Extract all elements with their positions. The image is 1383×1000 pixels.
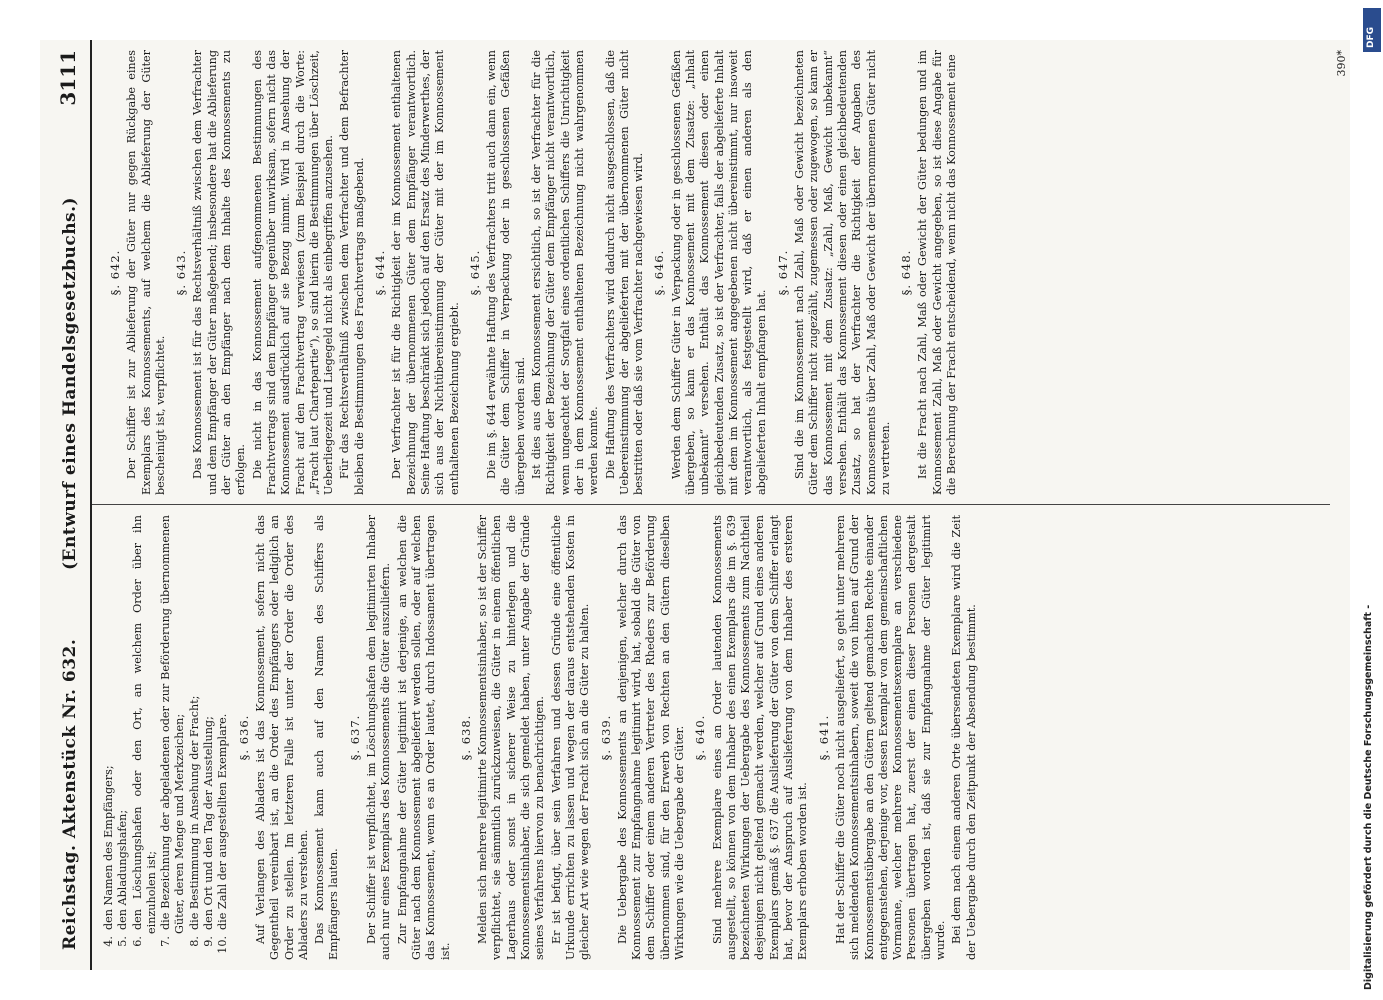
page-header [50, 40, 92, 970]
section-heading: §. 646. [652, 249, 667, 296]
section-heading: §. 644. [373, 249, 388, 296]
paragraph: Die nicht in das Konnossement aufgenommenen Bestimmungen des Frachtvertrags sind dem Empfänger gegenüber unwirksam, sofern nicht das Konnossement ausdrücklich auf sie Bezug nimmt. Wird in Ansehung der Fracht auf den Frachtvertrag verwiesen (zum Beispiel durch die Worte: „Fracht laut Chartepartie“), so sind hierin die Bestimmungen über Löschzeit, Ueberliegezeit und Liegegeld nicht als einbegriffen anzusehen. [250, 50, 336, 495]
list-item: 5.den Abladungshafen; [116, 809, 130, 947]
paragraph: Zur Empfangnahme der Güter legitimirt ist derjenige, an welchen die Güter nach dem Konnossement abgeliefert werden sollen, oder auf welchen das Konnossement, wenn es an Order lautet, durch Indossament übertragen ist. [395, 515, 452, 960]
section-heading: §. 642. [108, 249, 122, 296]
section-heading: §. 647. [775, 249, 790, 296]
page-number: 3111 [56, 50, 80, 106]
funding-note-text: Digitalisierung gefördert durch die Deutsche Forschungsgemeinschaft - [1363, 604, 1374, 990]
paragraph: Der Schiffer ist zur Ablieferung der Güter nur gegen Rückgabe eines Exemplars des Konnossements, auf welchem die Ablieferung der Güter bescheinigt ist, verpflichtet. [125, 50, 167, 495]
rotated-page [40, 40, 1350, 970]
paragraph: Ist die Fracht nach Zahl, Maß oder Gewicht der Güter bedungen und im Konnossement Zahl, Maß oder Gewicht angegeben, so ist diese Angabe für die Berechnung der Fracht entscheidend, wenn nicht das Konnossement eine [916, 50, 959, 495]
sheet-signature: 390* [1335, 50, 1348, 77]
left-column [102, 515, 1330, 960]
paragraph: Das Konnossement kann auch auf den Namen des Schiffers als Empfängers lauten. [313, 515, 341, 960]
paragraph: Sind die im Konnossement nach Zahl, Maß oder Gewicht bezeichneten Güter dem Schiffer nicht zugezählt, zugemessen oder zugewogen, so kann er das Konnossement mit dem Zusatz: „Zahl, Maß, Gewicht unbekannt“ versehen. Enthält das Konnossement diesen oder einen gleichbedeutenden Zusatz, so hat der Verfrachter die Richtigkeit der Angaben des Konnossements über Zahl, Maß oder Gewicht der übernommenen Güter nicht zu vertreten. [793, 50, 892, 495]
section-heading: §. 645. [467, 249, 482, 296]
paragraph: Auf Verlangen des Abladers ist das Konnossement, sofern nicht das Gegentheil vereinbart ist, an die Order des Empfängers oder lediglich an Order zu stellen. Im letzteren Falle ist unter der Order die Order des Abladers zu verstehen. [253, 515, 310, 960]
section-heading: §. 638. [458, 714, 473, 761]
paragraph: Werden dem Schiffer Güter in Verpackung oder in geschlossenen Gefäßen übergeben, so kann er das Konnossement mit dem Zusatze: „Inhalt unbekannt“ versehen. Enthält das Konnossement diesen oder einen gleichbedeutenden Zusatz, so ist der Verfrachter, falls der abgelieferte Inhalt mit dem im Konnossement angegebenen nicht übereinstimmt, nur insoweit verantwortlich, als festgestellt wird, daß er einen anderen als den abgelieferten Inhalt empfangen hat. [669, 50, 769, 495]
section-heading: §. 640. [693, 714, 708, 761]
section-heading: §. 641. [816, 714, 831, 761]
list-item: 8.die Bestimmung in Ansehung der Fracht; [187, 695, 201, 947]
paragraph: Hat der Schiffer die Güter noch nicht ausgeliefert, so geht unter mehreren sich meldenden Konnossementsinhabern, soweit die von ihnen auf Grund der Konnossementsübergabe an den Gütern geltend gemachten Rechte einander entgegenstehen, derjenige vor, dessen Exemplar von dem gemeinschaftlichen Vormanne, welcher mehrere Konnossementsexemplare an verschiedene Personen übertragen hat, zuerst der einen dieser Personen dergestalt übergeben worden ist, daß sie zur Empfangnahme der Güter legitimirt wurde. [833, 515, 948, 960]
dfg-logo-text: DFG [1366, 26, 1376, 48]
paragraph: Melden sich mehrere legitimirte Konnossementsinhaber, so ist der Schiffer verpflichtet, sie sämmtlich zurückzuweisen, die Güter in einem öffentlichen Lagerhaus oder sonst in sicherer Weise zu hinterlegen und die Konnossementsinhaber, die sich gemeldet haben, unter Angabe der Gründe seines Verfahrens hiervon zu benachrichtigen. [476, 515, 547, 960]
column-divider [92, 504, 1330, 505]
paragraph: Der Schiffer ist verpflichtet, im Löschungshafen dem legitimirten Inhaber auch nur eines Exemplars des Konnossements die Güter auszuliefern. [365, 515, 393, 960]
list-item: 9.den Ort und den Tag der Ausstellung; [202, 716, 216, 947]
paragraph: Für das Rechtsverhältniß zwischen dem Verfrachter und dem Befrachter bleiben die Bestimmungen des Frachtvertrags maßgebend. [338, 50, 366, 495]
header-title: (Entwurf eines Handelsgesetzbuchs.) [60, 196, 80, 570]
list-item: 4.den Namen des Empfängers; [102, 765, 115, 947]
dfg-logo [1363, 8, 1381, 52]
paragraph: Ist dies aus dem Konnossement ersichtlich, so ist der Verfrachter für die Richtigkeit der Bezeichnung der Güter dem Empfänger nicht verantwortlich, wenn ungeachtet der Sorgfalt eines ordentlichen Schiffers die Unrichtigkeit der in dem Konnossement enthaltenen Bezeichnung nicht wahrgenommen werden konnte. [530, 50, 601, 495]
section-heading: §. 639. [598, 714, 613, 761]
paragraph: Die im §. 644 erwähnte Haftung des Verfrachters tritt auch dann ein, wenn die Güter dem Schiffer in Verpackung oder in geschlossenen Gefäßen übergeben worden sind. [485, 50, 527, 495]
paragraph: Der Verfrachter ist für die Richtigkeit der im Konnossement enthaltenen Bezeichnung der übernommenen Güter dem Empfänger verantwortlich. Seine Haftung beschränkt sich jedoch auf den Ersatz des Minderwerthes, der sich aus der Nichtübereinstimmung der Güter mit der im Konnossement enthaltenen Bezeichnung ergiebt. [390, 50, 461, 495]
paragraph: Bei dem nach einem anderen Orte übersendeten Exemplare wird die Zeit der Uebergabe durch den Zeitpunkt der Absendung bestimmt. [950, 515, 978, 960]
paragraph: Das Konnossement ist für das Rechtsverhältniß zwischen dem Verfrachter und dem Empfänger der Güter maßgebend; insbesondere hat die Ablieferung der Güter an den Empfänger nach dem Inhalte des Konnossements zu erfolgen. [191, 50, 248, 495]
list-item: 7.die Bezeichnung der abgeladenen oder zur Beförderung übernommenen Güter, deren Menge und Merkzeichen; [159, 515, 187, 947]
paragraph: Er ist befugt, über sein Verfahren und dessen Gründe eine öffentliche Urkunde errichten zu lassen und wegen der daraus entstehenden Kosten in gleicher Art wie wegen der Fracht sich an die Güter zu halten. [549, 515, 592, 960]
list-item: 10.die Zahl der ausgestellten Exemplare. [216, 713, 230, 954]
scanned-page [40, 40, 1350, 970]
section-heading: §. 643. [174, 249, 189, 296]
konnossement-list [102, 515, 231, 960]
section-heading: §. 637. [347, 714, 362, 761]
header-left: Reichstag. Aktenstück Nr. 632. [60, 638, 80, 950]
section-heading: §. 636. [236, 714, 251, 761]
right-column [102, 50, 1330, 495]
paragraph: Die Haftung des Verfrachters wird dadurch nicht ausgeschlossen, daß die Uebereinstimmung der abgelieferten mit der übernommenen Güter nicht bestritten oder daß sie vom Verfrachter nachgewiesen wird. [603, 50, 646, 495]
section-heading: §. 648. [899, 249, 914, 296]
paragraph: Sind mehrere Exemplare eines an Order lautenden Konnossements ausgestellt, so können von dem Inhaber des einen Exemplars die im §. 639 bezeichneten Wirkungen der Uebergabe des Konnossements zum Nachtheil desjenigen nicht geltend gemacht werden, welcher auf Grund eines anderen Exemplars gemäß §. 637 die Auslieferung der Güter von dem Schiffer erlangt hat, bevor der Anspruch auf Auslieferung von dem Inhaber des ersteren Exemplars erhoben worden ist. [710, 515, 810, 960]
digitization-note [1357, 0, 1383, 1000]
paragraph: Die Uebergabe des Konnossements an denjenigen, welcher durch das Konnossement zur Empfangnahme legitimirt wird, hat, sobald die Güter von dem Schiffer oder einem anderen Vertreter des Rheders zur Beförderung übernommen sind, für den Erwerb von Rechten an den Gütern dieselben Wirkungen wie die Uebergabe der Güter. [615, 515, 686, 960]
list-item: 6.den Löschungshafen oder den Ort, an welchem Order über ihn einzuholen ist; [130, 515, 158, 947]
